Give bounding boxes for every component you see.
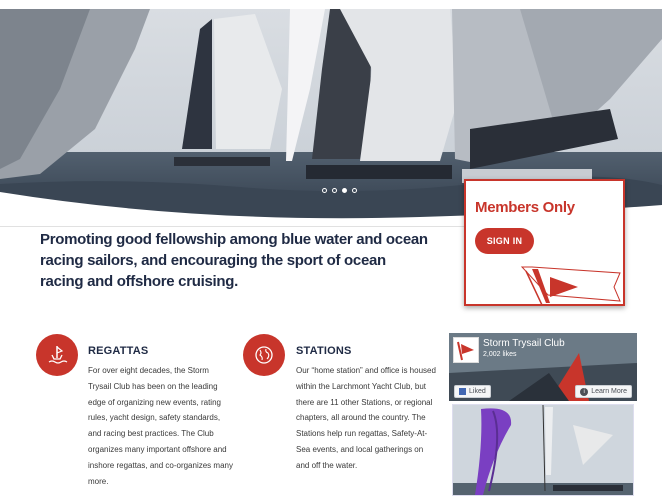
sign-in-button[interactable]: SIGN IN: [475, 228, 534, 254]
facebook-post-photo[interactable]: [452, 404, 634, 496]
facebook-like-count: 2,002 likes: [483, 351, 517, 358]
regattas-description: For over eight decades, the Storm Trysail Club has been on the leading edge of organizing new events, rating rules, yacht design, safety standards, and racing best practices. The Club organizes many important offshore and inshore regattas, and co-organizes many more.: [88, 366, 233, 486]
spinnaker-photo: [453, 405, 634, 496]
club-burgee-icon: [454, 338, 478, 362]
divider: [0, 226, 464, 227]
slide-indicators: [322, 188, 357, 193]
slide-dot-active[interactable]: [342, 188, 347, 193]
liked-label: Liked: [469, 388, 486, 395]
burgee-flag-icon: [520, 263, 624, 306]
globe-icon: [253, 344, 275, 366]
stations-description: Our “home station” and office is housed within the Larchmont Yacht Club, but there are 11 other Stations, or regional chapters, all around the country. The Stations help run regattas, Safety-At-Sea events, and local gatherings on and off the water.: [296, 366, 436, 470]
learn-more-button[interactable]: [575, 385, 632, 398]
stations-icon-circle: [243, 334, 285, 376]
members-only-box: [464, 179, 625, 306]
members-title: Members Only: [475, 199, 575, 216]
facebook-liked-button[interactable]: [454, 385, 491, 398]
facebook-page-logo[interactable]: [453, 337, 479, 363]
facebook-page-name[interactable]: Storm Trysail Club: [483, 338, 565, 349]
slide-dot[interactable]: [332, 188, 337, 193]
regattas-title[interactable]: REGATTAS: [88, 345, 149, 357]
stations-title[interactable]: STATIONS: [296, 345, 352, 357]
club-tagline: Promoting good fellowship among blue water and ocean racing sailors, and encouraging the sport of ocean racing and offshore cruising.: [40, 231, 428, 290]
info-icon: i: [580, 388, 588, 396]
slide-dot[interactable]: [322, 188, 327, 193]
buoy-icon: [46, 344, 68, 366]
learn-more-label: Learn More: [591, 388, 627, 395]
facebook-page-widget[interactable]: [449, 333, 637, 401]
facebook-icon: [459, 388, 466, 395]
slide-dot[interactable]: [352, 188, 357, 193]
regattas-icon-circle: [36, 334, 78, 376]
